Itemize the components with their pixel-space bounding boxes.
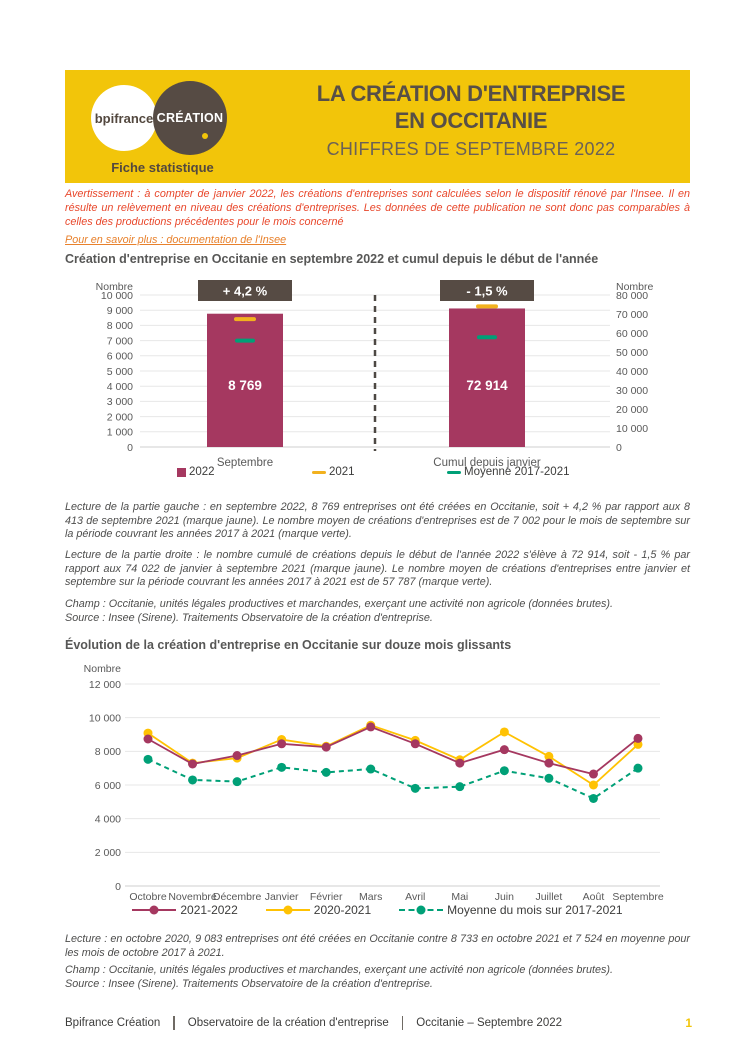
x-axis-tick: Novembre	[168, 891, 217, 903]
left-axis-tick: 5 000	[106, 365, 133, 378]
right-axis-tick: 80 000	[616, 289, 649, 302]
x-axis-tick: Avril	[405, 891, 426, 903]
data-point	[411, 784, 420, 793]
data-point	[500, 745, 509, 754]
left-axis-tick: 9 000	[106, 305, 133, 317]
left-axis-tick: 8 000	[106, 320, 133, 333]
data-point	[322, 768, 331, 777]
data-point	[277, 739, 286, 748]
mark-moyenne-2017-2021	[477, 335, 497, 339]
insee-warning-text: Avertissement : à compter de janvier 2022, les créations d'entreprises sont calculées selon le dispositif rénové par l'Insee. Il en résulte un relèvement en niveau des créations d'entreprises. Les données de cette publication ne sont donc pas comparables à celles des productions précédentes pour le mois concerné	[65, 188, 690, 228]
bpifrance-logo-label: bpifrance	[94, 110, 154, 126]
footer-item-brand: Bpifrance Création	[65, 1017, 161, 1029]
data-point	[188, 775, 197, 784]
x-axis-tick: Janvier	[264, 891, 299, 903]
legend-item	[312, 466, 355, 478]
page-subtitle: CHIFFRES DE SEPTEMBRE 2022	[326, 139, 616, 159]
lecture-line-text: Lecture : en octobre 2020, 9 083 entreprises ont été créées en Occitanie contre 8 733 en octobre 2021 et 7 524 en moyenne pour les mois de octobre 2017 à 2021.	[65, 933, 690, 959]
series-line	[148, 727, 638, 774]
right-axis-title: Nombre	[616, 281, 654, 293]
legend-label: Moyenne 2017-2021	[464, 466, 570, 478]
data-point	[500, 727, 509, 736]
mark-2021	[234, 317, 256, 321]
right-axis-tick: 50 000	[616, 346, 649, 359]
legend-item	[399, 903, 622, 917]
data-point	[589, 794, 598, 803]
header-band	[65, 70, 690, 183]
legend-line-icon	[266, 906, 310, 915]
data-point	[322, 743, 331, 752]
footer-item-region-date: Occitanie – Septembre 2022	[416, 1017, 563, 1029]
data-point	[455, 759, 464, 768]
creation-logo	[153, 81, 227, 155]
x-axis-tick: Juin	[494, 891, 514, 903]
mark-2021	[476, 304, 498, 308]
data-point	[544, 774, 553, 783]
legend-label: Moyenne du mois sur 2017-2021	[447, 903, 623, 917]
legend-label: 2021	[329, 466, 355, 478]
line-chart-legend	[65, 903, 690, 917]
data-point	[500, 766, 509, 775]
bar-chart-legend	[65, 466, 690, 484]
x-axis-tick: Mars	[359, 891, 383, 903]
right-axis-tick: 0	[616, 441, 622, 454]
lecture-right-text: Lecture de la partie droite : le nombre cumulé de créations depuis le début de l'année 2022 s'élève à 72 914, soit - 1,5 % par rapport aux 74 022 de janvier à septembre 2021 (marque jaune). Le nombre moyen de créations d'entreprises entre janvier et septembre sur la période couvrant les années 2017 à 2021 est de 57 787 (marque verte).	[65, 549, 690, 589]
left-axis-tick: 3 000	[106, 396, 133, 409]
data-point	[366, 722, 375, 731]
left-axis-tick: 4 000	[106, 381, 133, 393]
legend-swatch-icon	[447, 471, 461, 474]
page-title-line1: LA CRÉATION D'ENTREPRISE	[316, 81, 626, 106]
left-axis-tick: 10 000	[100, 289, 133, 302]
y-axis-tick: 0	[115, 880, 121, 893]
y-axis-tick: 8 000	[94, 746, 121, 759]
right-axis-tick: 60 000	[616, 327, 649, 340]
page-number: 1	[685, 1016, 692, 1030]
source-text-2: Source : Insee (Sirene). Traitements Observatoire de la création d'entreprise.	[65, 978, 433, 990]
left-axis-tick: 7 000	[106, 335, 133, 348]
series-line	[148, 725, 638, 785]
data-point	[455, 782, 464, 791]
right-axis-tick: 20 000	[616, 403, 649, 416]
x-axis-tick: Mai	[451, 891, 469, 903]
legend-label: 2020-2021	[313, 903, 372, 917]
legend-item	[132, 903, 237, 917]
footer-separator	[402, 1016, 404, 1030]
legend-line-icon	[399, 906, 443, 915]
x-axis-tick: Septembre	[612, 891, 664, 903]
page-title-line2: EN OCCITANIE	[394, 108, 548, 133]
data-point	[188, 759, 197, 768]
data-point	[411, 739, 420, 748]
creation-logo-label: CRÉATION	[156, 111, 224, 125]
y-axis-tick: 4 000	[94, 813, 121, 826]
legend-item	[447, 466, 570, 478]
data-point	[277, 763, 286, 772]
footer-item-observatoire: Observatoire de la création d'entreprise	[187, 1017, 389, 1029]
right-axis-tick: 40 000	[616, 365, 649, 378]
variation-badge-label: + 4,2 %	[222, 283, 268, 299]
lecture-left-text: Lecture de la partie gauche : en septembre 2022, 8 769 entreprises ont été créées en Occitanie, soit + 4,2 % par rapport aux 8 413 de septembre 2021 (marque jaune). Le nombre moyen de créations d'entreprises est de 7 002 pour le mois de septembre sur la période couvrant les années 2017 à 2021 (marque verte).	[65, 501, 690, 541]
y-axis-tick: 12 000	[88, 678, 121, 691]
legend-line-icon	[132, 906, 176, 915]
y-axis-title: Nombre	[83, 663, 121, 675]
bpifrance-logo	[91, 85, 157, 151]
mark-moyenne-2017-2021	[235, 339, 255, 343]
legend-label: 2021-2022	[180, 903, 238, 917]
y-axis-tick: 6 000	[94, 779, 121, 792]
variation-badge-label: - 1,5 %	[466, 283, 508, 299]
footer	[65, 1016, 690, 1030]
data-point	[233, 777, 242, 786]
right-axis-tick: 30 000	[616, 384, 649, 397]
x-axis-tick: Février	[309, 891, 343, 903]
data-point	[144, 755, 153, 764]
footer-separator	[173, 1016, 175, 1030]
bar-value-label: 72 914	[466, 378, 508, 393]
data-point	[634, 734, 643, 743]
x-axis-tick: Décembre	[212, 891, 262, 903]
bar-value-label: 8 769	[228, 378, 262, 393]
right-axis-tick: 70 000	[616, 308, 649, 321]
x-axis-tick: Août	[582, 891, 605, 903]
legend-swatch-icon	[312, 471, 326, 474]
right-axis-tick: 10 000	[616, 422, 649, 435]
series-line	[148, 759, 638, 798]
source-text: Source : Insee (Sirene). Traitements Observatoire de la création d'entreprise.	[65, 612, 433, 624]
left-axis-tick: 1 000	[106, 426, 133, 439]
legend-item	[266, 903, 371, 917]
x-axis-tick: Octobre	[129, 891, 167, 903]
x-axis-tick: Juillet	[535, 891, 563, 903]
creation-logo-dot-icon	[202, 133, 208, 139]
legend-item	[177, 466, 215, 478]
data-point	[144, 734, 153, 743]
data-point	[366, 765, 375, 774]
left-axis-tick: 2 000	[106, 411, 133, 424]
creation-bar-chart	[65, 278, 690, 474]
y-axis-tick: 10 000	[88, 712, 121, 725]
insee-documentation-link[interactable]: Pour en savoir plus : documentation de l'Insee	[65, 234, 287, 246]
header-titles	[260, 80, 682, 161]
y-axis-tick: 2 000	[94, 847, 121, 860]
data-point	[634, 764, 643, 773]
bar-category-label: Septembre	[216, 457, 274, 469]
bar-category-label: Cumul depuis janvier	[433, 457, 541, 469]
legend-label: 2022	[189, 466, 215, 478]
data-point	[544, 759, 553, 768]
champ-text: Champ : Occitanie, unités légales productives et marchandes, exerçant une activité non agricole (données brutes).	[65, 598, 613, 610]
data-point	[589, 781, 598, 790]
fiche-statistique-tagline: Fiche statistique	[111, 160, 214, 175]
champ-text-2: Champ : Occitanie, unités légales productives et marchandes, exerçant une activité non agricole (données brutes).	[65, 964, 613, 976]
section2-title: Évolution de la création d'entreprise en Occitanie sur douze mois glissants	[65, 638, 512, 652]
left-axis-title: Nombre	[95, 281, 133, 293]
section1-title: Création d'entreprise en Occitanie en septembre 2022 et cumul depuis le début de l'année	[65, 252, 599, 266]
left-axis-tick: 0	[127, 441, 133, 454]
creation-line-chart	[65, 660, 690, 908]
left-axis-tick: 6 000	[106, 350, 133, 363]
data-point	[589, 770, 598, 779]
data-point	[233, 751, 242, 760]
legend-swatch-icon	[177, 468, 186, 477]
